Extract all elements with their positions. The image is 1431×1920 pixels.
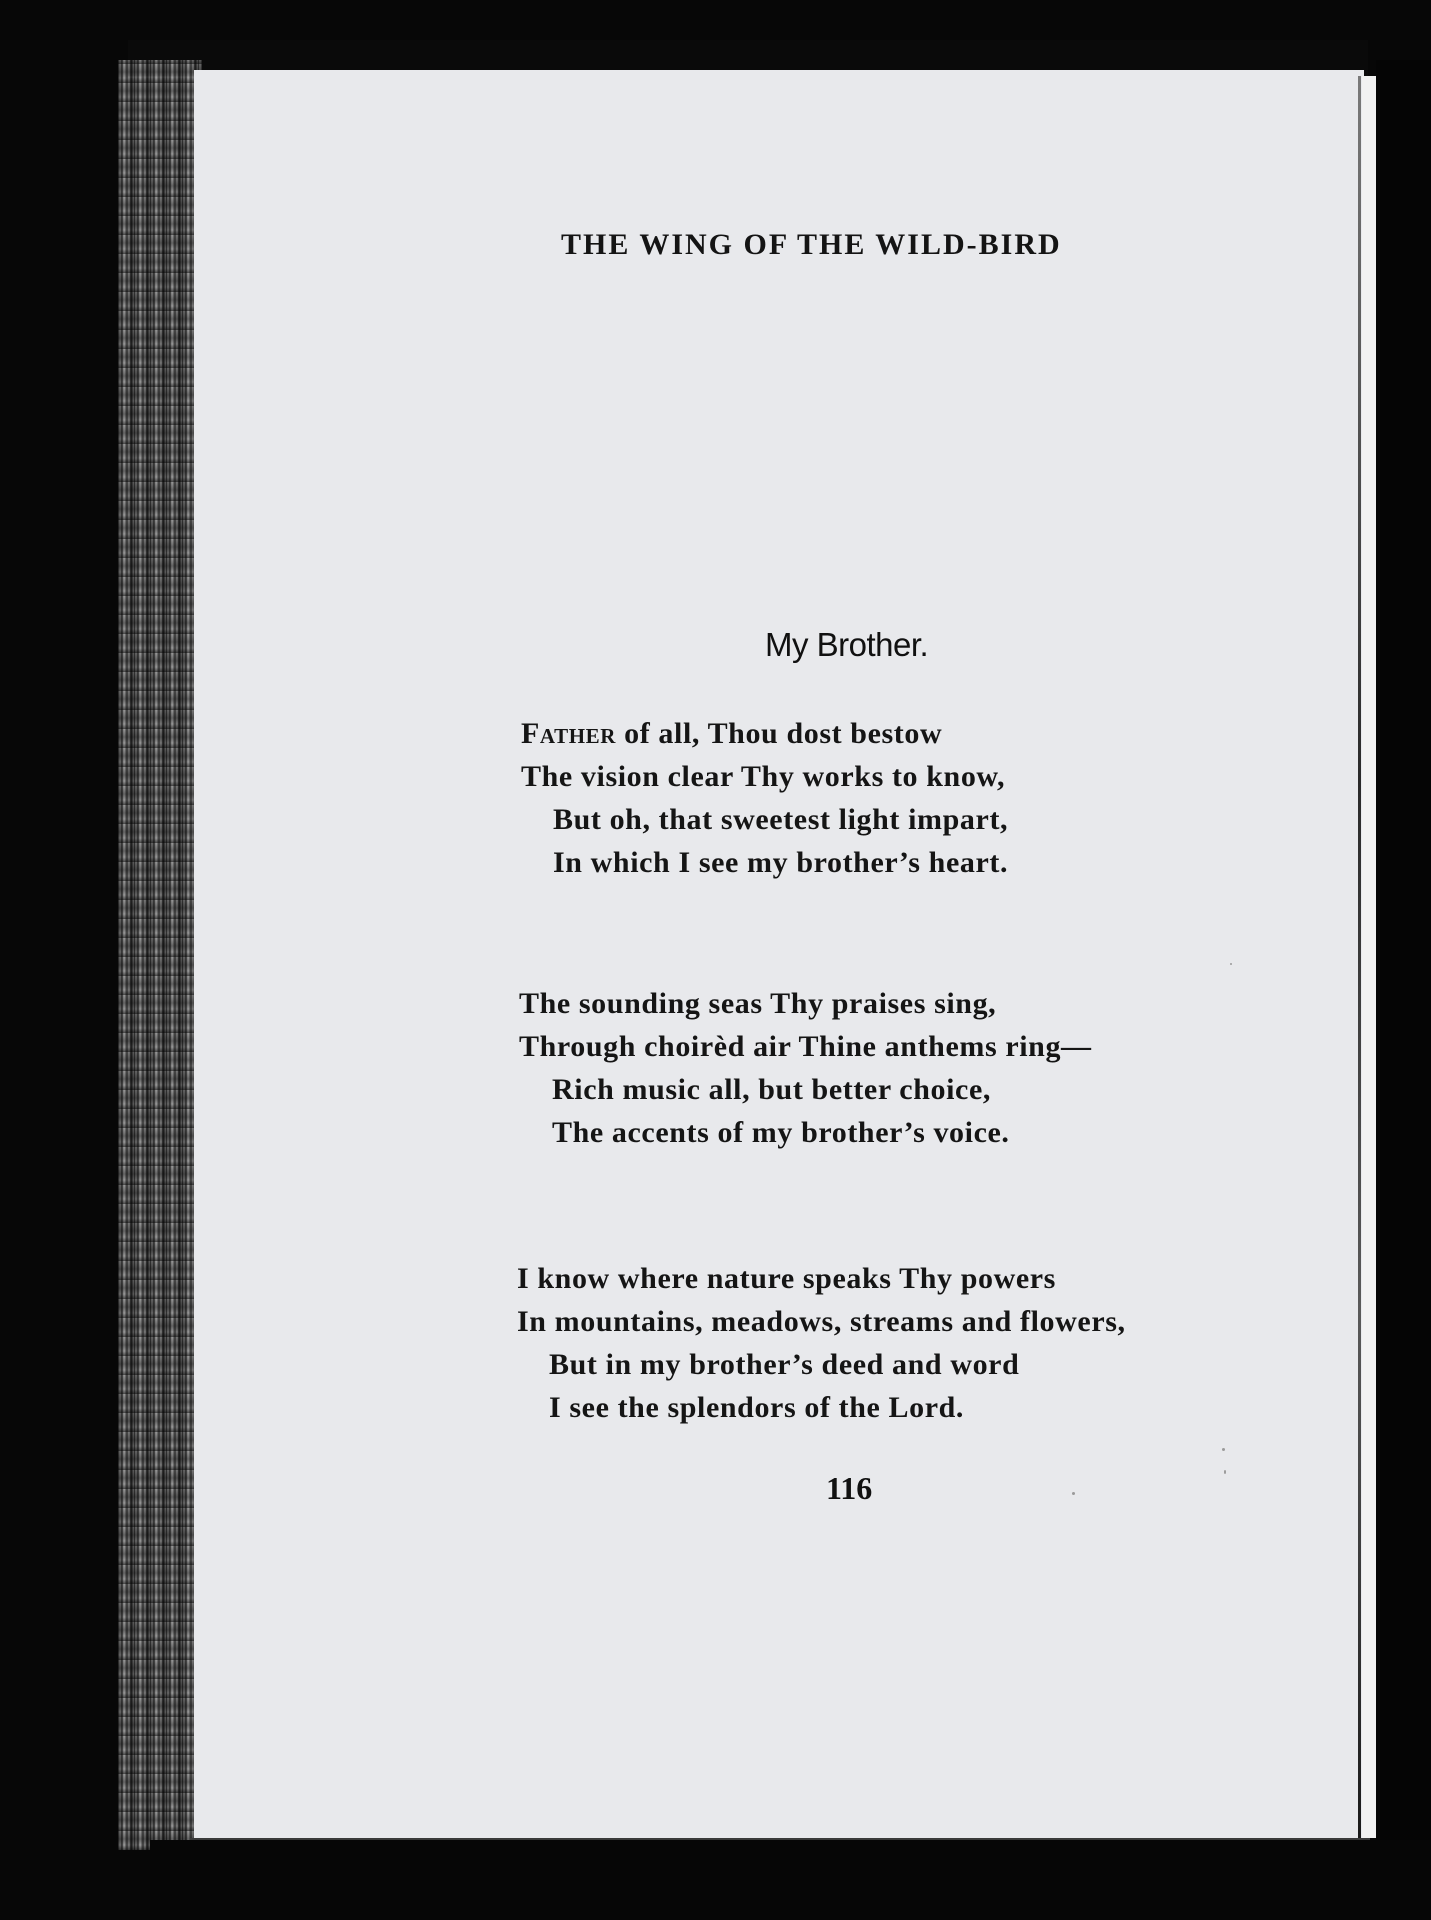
running-head: THE WING OF THE WILD-BIRD — [561, 228, 1062, 261]
poem-line: But oh, that sweetest light impart, — [553, 803, 1009, 836]
scan-right-border — [1376, 60, 1431, 1860]
dust-speck — [1072, 1492, 1075, 1495]
poem-line: The sounding seas Thy praises sing, — [519, 987, 997, 1020]
poem-line: Through choirèd air Thine anthems ring— — [519, 1030, 1092, 1063]
poem-line-lead-word: Father — [521, 717, 617, 750]
poem-line: The accents of my brother’s voice. — [552, 1116, 1010, 1149]
book-page-edges-texture — [118, 60, 202, 1850]
facing-page-strip — [1362, 76, 1376, 1838]
poem-line-text: of all, Thou dost bestow — [616, 717, 943, 750]
scan-bottom-border — [150, 1840, 1431, 1920]
poem-line: I see the splendors of the Lord. — [549, 1391, 965, 1424]
page-gutter-line — [1358, 76, 1361, 1838]
poem-title: My Brother. — [765, 626, 929, 663]
poem-line: The vision clear Thy works to know, — [521, 760, 1006, 793]
poem-line: I know where nature speaks Thy powers — [517, 1262, 1056, 1295]
page-number: 116 — [826, 1470, 873, 1506]
poem-line: But in my brother’s deed and word — [549, 1348, 1020, 1381]
poem-line: In which I see my brother’s heart. — [553, 846, 1009, 879]
poem-line — [521, 717, 942, 751]
poem-line: In mountains, meadows, streams and flowers, — [517, 1305, 1126, 1338]
dust-speck — [1230, 963, 1232, 965]
dust-speck — [1222, 1448, 1225, 1451]
poem-line: Rich music all, but better choice, — [552, 1073, 991, 1106]
book-page — [194, 70, 1364, 1848]
dust-speck — [1224, 1470, 1226, 1474]
